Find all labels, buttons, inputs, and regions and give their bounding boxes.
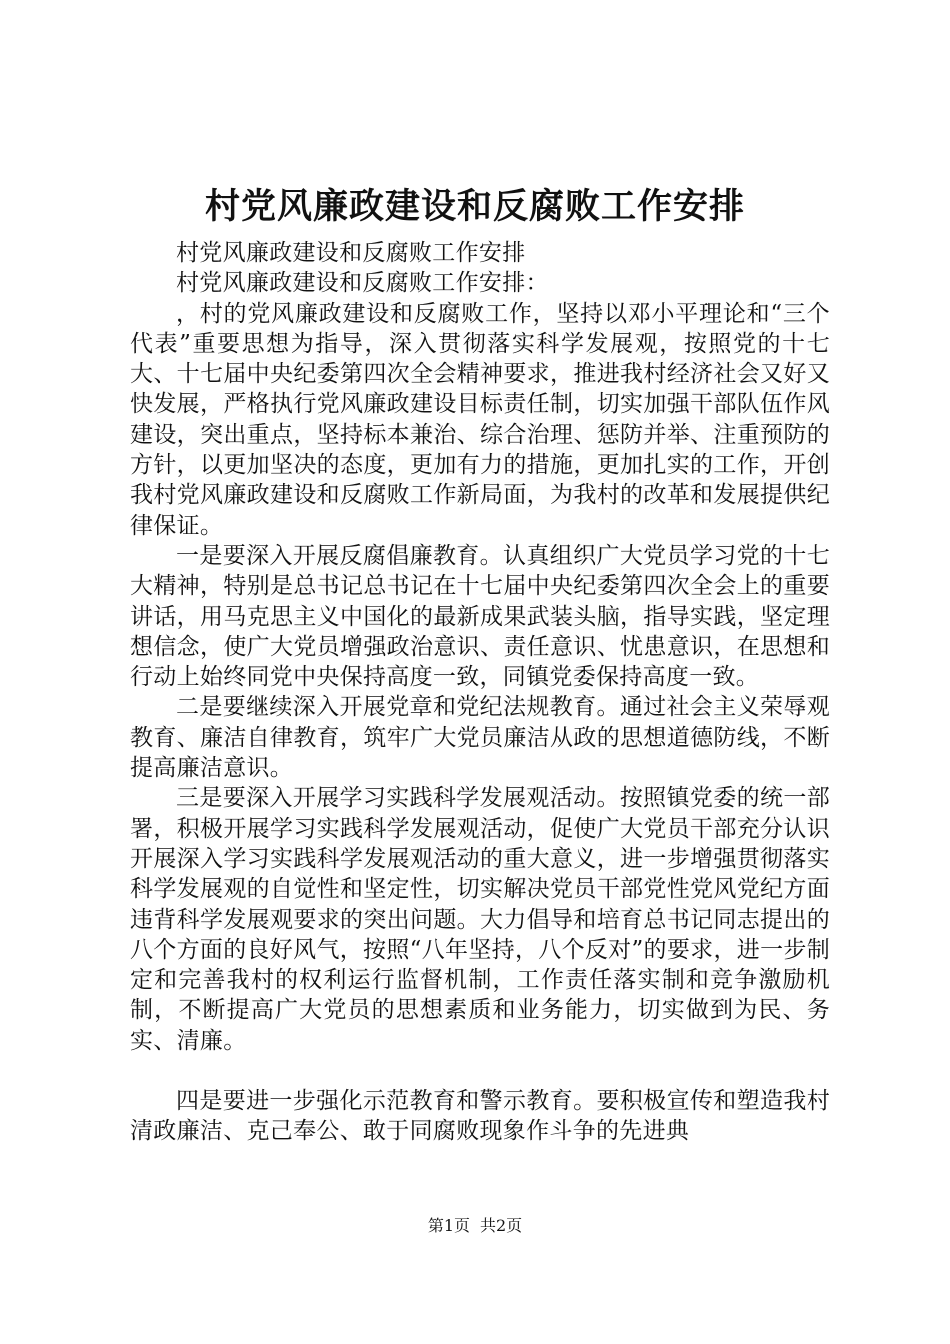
page-total: 共2页 [480,1216,523,1235]
paragraph-point-four: 四是要进一步强化示范教育和警示教育。要积极宣传和塑造我村清政廉洁、克己奉公、敢于同腐败现象作斗争的先进典 [130,1088,830,1145]
heading-line: 村党风廉政建设和反腐败工作安排： [176,270,549,297]
paragraph-point-three: 三是要深入开展学习实践科学发展观活动。按照镇党委的统一部署，积极开展学习实践科学发展观活动，促使广大党员干部充分认识开展深入学习实践科学发展观活动的重大意义，进一步增强贯彻落实科学发展观的自觉性和坚定性，切实解决党员干部党性党风党纪方面违背科学发展观要求的突出问题。大力倡导和培育总书记同志提出的八个方面的良好风气，按照“八年坚持，八个反对”的要求，进一步制定和完善我村的权利运行监督机制，工作责任落实制和竞争激励机制，不断提高广大党员的思想素质和业务能力，切实做到为民、务实、清廉。 [130,785,830,1054]
paragraph-intro: ，村的党风廉政建设和反腐败工作，坚持以邓小平理论和“三个代表”重要思想为指导，深入贯彻落实科学发展观，按照党的十七大、十七届中央纪委第四次全会精神要求，推进我村经济社会又好又快发展，严格执行党风廉政建设目标责任制，切实加强干部队伍作风建设，突出重点，坚持标本兼治、综合治理、惩防并举、注重预防的方针，以更加坚决的态度，更加有力的措施，更加扎实的工作，开创我村党风廉政建设和反腐败工作新局面，为我村的改革和发展提供纪律保证。 [130,300,830,539]
paragraph-point-two: 二是要继续深入开展党章和党纪法规教育。通过社会主义荣辱观教育、廉洁自律教育，筑牢广大党员廉洁从政的思想道德防线，不断提高廉洁意识。 [130,694,830,782]
page-number: 第1页 [427,1216,470,1235]
page-footer [0,1215,950,1237]
paragraph-point-one: 一是要深入开展反腐倡廉教育。认真组织广大党员学习党的十七大精神，特别是总书记总书记在十七届中央纪委第四次全会上的重要讲话，用马克思主义中国化的最新成果武装头脑，指导实践，坚定理想信念，使广大党员增强政治意识、责任意识、忧患意识，在思想和行动上始终同党中央保持高度一致，同镇党委保持高度一致。 [130,542,830,691]
document-title: 村党风廉政建设和反腐败工作安排 [204,186,745,227]
document-body [130,238,830,1147]
subtitle-line: 村党风廉政建设和反腐败工作安排 [176,240,526,266]
